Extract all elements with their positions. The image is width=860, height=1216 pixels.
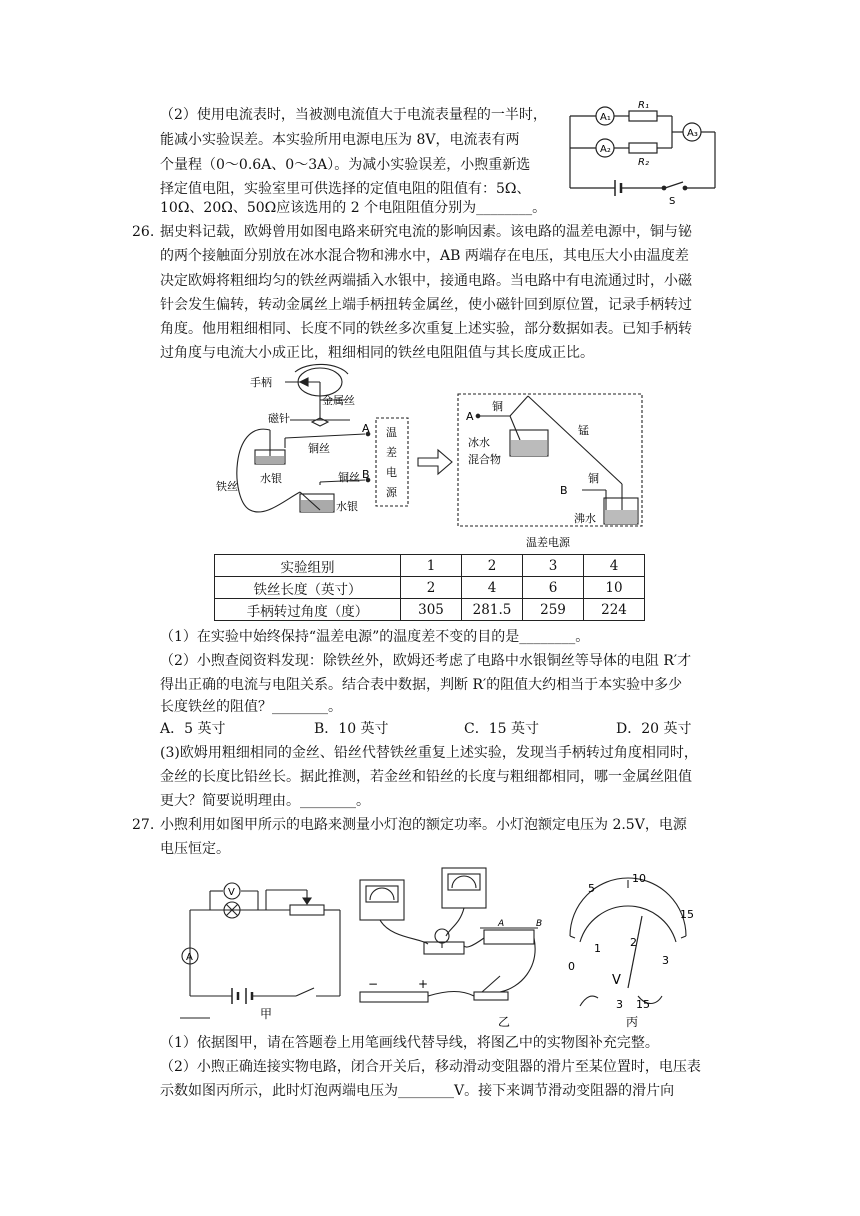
- boiling-water-label: 沸水: [574, 512, 596, 525]
- q26-sub-line: （1）在实验中始终保持“温差电源”的温度差不变的目的是________。: [160, 629, 590, 645]
- ammeter-a3-label: A₃: [687, 128, 698, 139]
- dial-unit-label: V: [612, 973, 621, 988]
- q25-line: 能减小实验误差。本实验所用电源电压为 8V，电流表有两: [160, 132, 520, 148]
- source-char: 电: [386, 466, 397, 479]
- q26-sub-line: （2）小煦查阅资料发现：除铁丝外，欧姆还考虑了电路中水银铜丝等导体的电阻 R′才: [160, 653, 692, 669]
- copper-wire-label: 铜丝: [338, 471, 360, 484]
- copper-label: 铜: [588, 472, 599, 485]
- table-cell: 铁丝长度（英寸）: [215, 577, 401, 599]
- q26-line: 针会发生偏转，转动金属丝上端手柄扭转金属丝，使小磁针回到原位置，记录手柄转过: [160, 297, 692, 313]
- ammeter-a1-label: A₁: [600, 112, 611, 123]
- terminal-label: 15: [636, 998, 650, 1011]
- table-cell: 2: [462, 555, 523, 577]
- table-cell: 4: [584, 555, 645, 577]
- table-cell: 281.5: [462, 599, 523, 621]
- ammeter-symbol-label: A: [186, 952, 193, 963]
- q25-line: 个量程（0～0.6A、0～3A）。为减小实验误差，小煦重新选: [160, 157, 531, 173]
- resistor-r1-label: R₁: [638, 100, 649, 111]
- handle-label: 手柄: [250, 376, 272, 389]
- data-table: [214, 554, 645, 621]
- table-cell: 实验组别: [215, 555, 401, 577]
- metal-label: 锰: [578, 424, 589, 437]
- source-char: 差: [386, 446, 397, 459]
- ice-water-label: 混合物: [468, 453, 501, 466]
- terminal-b-label: B: [560, 484, 568, 497]
- q26-sub-line: 更大？简要说明理由。________。: [160, 793, 370, 809]
- q25-line: 10Ω、20Ω、50Ω应该选用的 2 个电阻阻值分别为________。: [160, 200, 547, 216]
- source-char: 源: [386, 486, 397, 499]
- question-number: 26.: [132, 224, 155, 240]
- q26-line: 角度。他用粗细相同、长度不同的铁丝多次重复上述实验，部分数据如表。已知手柄转: [160, 321, 692, 337]
- table-row: [215, 599, 645, 621]
- dial-scale-bottom: 3: [662, 954, 669, 967]
- q26-line: 据史料记载，欧姆曾用如图电路来研究电流的影响因素。该电路的温差电源中，铜与铋: [160, 224, 692, 240]
- figure-label-jia: 甲: [260, 1007, 273, 1021]
- rheostat-a-label: A: [498, 919, 505, 929]
- terminal-label: 3: [616, 998, 623, 1011]
- table-cell: 2: [401, 577, 462, 599]
- q26-apparatus-diagram: [210, 360, 650, 555]
- q25-circuit-diagram: [565, 98, 720, 208]
- table-cell: 4: [462, 577, 523, 599]
- dial-scale-top: 15: [680, 908, 694, 921]
- q26-line: 的两个接触面分别放在冰水混合物和沸水中，AB 两端存在电压，其电压大小由温度差: [160, 248, 689, 264]
- table-cell: 224: [584, 599, 645, 621]
- battery-minus-label: −: [368, 977, 379, 991]
- dial-scale-bottom: 1: [594, 942, 601, 955]
- table-cell: 259: [523, 599, 584, 621]
- table-cell: 10: [584, 577, 645, 599]
- q26-sub-line: 得出正确的电流与电阻关系。结合表中数据，判断 R′的阻值大约相当于本实验中多少: [160, 677, 683, 693]
- q26-line: 决定欧姆将粗细均匀的铁丝两端插入水银中，接通电路。当电路中有电流通过时，小磁: [160, 273, 692, 289]
- terminal-b-label: B: [362, 468, 370, 481]
- copper-wire-label: 铜丝: [308, 442, 330, 455]
- q26-line: 过角度与电流大小成正比，粗细相同的铁丝电阻阻值与其长度成正比。: [160, 345, 594, 361]
- terminal-a-label: A: [466, 410, 474, 423]
- q27-sub-line: （1）依据图甲，请在答题卷上用笔画线代替导线，将图乙中的实物图补充完整。: [160, 1035, 659, 1051]
- q26-sub-line: 长度铁丝的阻值？________。: [160, 699, 342, 715]
- table-row: [215, 577, 645, 599]
- iron-wire-label: 铁丝: [216, 480, 238, 493]
- q27-circuit-figures: [180, 858, 710, 1028]
- copper-label: 铜: [492, 400, 503, 413]
- table-cell: 3: [523, 555, 584, 577]
- dial-scale-bottom: 0: [568, 960, 575, 973]
- question-number: 27.: [132, 817, 155, 833]
- table-row: [215, 555, 645, 577]
- terminal-a-label: A: [362, 422, 370, 435]
- table-cell: 6: [523, 577, 584, 599]
- table-cell: 305: [401, 599, 462, 621]
- ice-water-label: 冰水: [468, 436, 490, 449]
- q27-sub-line: 示数如图丙所示，此时灯泡两端电压为________V。接下来调节滑动变阻器的滑片向: [160, 1083, 675, 1099]
- voltmeter-symbol-label: V: [228, 887, 235, 898]
- dial-scale-top: 10: [632, 872, 646, 885]
- q26-sub-line: (3)欧姆用粗细相同的金丝、铅丝代替铁丝重复上述实验，发现当手柄转过角度相同时，: [160, 745, 698, 761]
- resistor-r2-label: R₂: [638, 157, 649, 168]
- figure-label-yi: 乙: [498, 1015, 511, 1028]
- option-c: C．15 英寸: [464, 721, 539, 737]
- metal-wire-label: 金属丝: [322, 394, 355, 407]
- option-d: D．20 英寸: [616, 721, 692, 737]
- source-char: 温: [386, 426, 397, 439]
- q27-line: 电压恒定。: [160, 841, 230, 857]
- figure-label-bing: 丙: [626, 1015, 639, 1028]
- mercury-label: 水银: [260, 472, 282, 485]
- ammeter-a2-label: A₂: [600, 144, 611, 155]
- switch-label: S: [669, 196, 676, 207]
- rheostat-b-label: B: [536, 919, 543, 929]
- q25-line: （2）使用电流表时，当被测电流值大于电流表量程的一半时，: [160, 107, 547, 123]
- table-cell: 手柄转过角度（度）: [215, 599, 401, 621]
- q26-sub-line: 金丝的长度比铅丝长。据此推测，若金丝和铅丝的长度与粗细都相同，哪一金属丝阻值: [160, 769, 692, 785]
- q25-line: 择定值电阻，实验室里可供选择的定值电阻的阻值有：5Ω、: [160, 181, 531, 197]
- dial-scale-top: 5: [588, 882, 595, 895]
- figure-caption: 温差电源: [526, 536, 570, 549]
- q27-line: 小煦利用如图甲所示的电路来测量小灯泡的额定功率。小灯泡额定电压为 2.5V，电源: [160, 817, 687, 833]
- dial-scale-bottom: 2: [630, 936, 637, 949]
- mercury-label: 水银: [336, 500, 358, 513]
- q27-sub-line: （2）小煦正确连接实物电路，闭合开关后，移动滑动变阻器的滑片至某位置时，电压表: [160, 1059, 701, 1075]
- table-cell: 1: [401, 555, 462, 577]
- needle-label: 磁针: [268, 412, 290, 425]
- battery-plus-label: +: [418, 977, 429, 991]
- option-a: A．5 英寸: [160, 721, 226, 737]
- option-b: B．10 英寸: [314, 721, 389, 737]
